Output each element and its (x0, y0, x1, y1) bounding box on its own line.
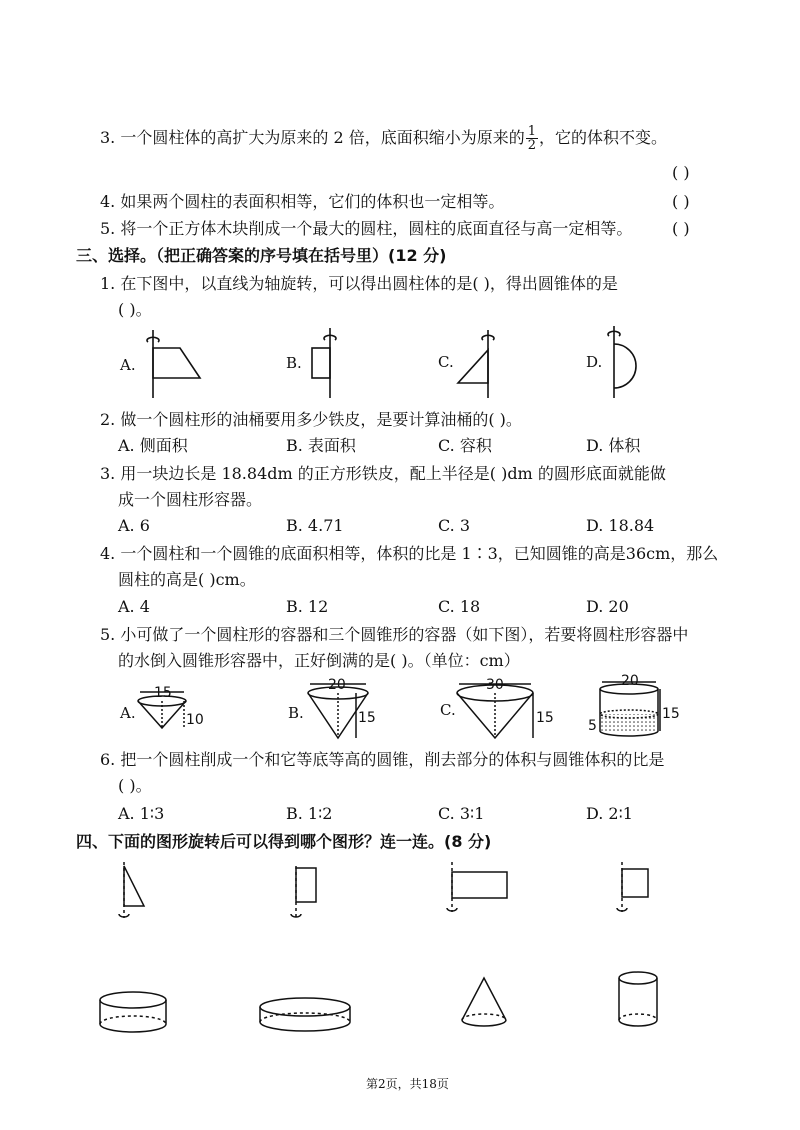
judge-q5-answer-paren[interactable]: ( ) (672, 219, 690, 238)
s3-q6-line1: 6. 把一个圆柱削成一个和它等底等高的圆锥，削去部分的体积与圆锥体积的比是 (100, 750, 665, 769)
s3-q4-opt-d[interactable]: D. 20 (586, 597, 629, 616)
dim-c-height: 15 (536, 710, 554, 726)
fraction-denominator: 2 (527, 138, 536, 153)
s3-q5-line2: 的水倒入圆锥形容器中，正好倒满的是( )。（单位：cm） (118, 651, 520, 670)
s3-q3-opt-d[interactable]: D. 18.84 (586, 516, 655, 535)
s3-q2-opt-c[interactable]: C. 容积 (438, 436, 492, 455)
dim-cyl-height: 15 (662, 706, 680, 722)
s3-q3-opt-a[interactable]: A. 6 (118, 516, 150, 535)
judge-q3-post: ，它的体积不变。 (539, 128, 668, 147)
s3-q6-line2: ( )。 (118, 776, 152, 795)
s4-solid-cylinder-tall (619, 972, 657, 1026)
judge-q4-text: 如果两个圆柱的表面积相等，它们的体积也一定相等。 (120, 192, 505, 211)
s4-figure-rect-wide (447, 862, 507, 912)
page-footer: 第2页，共18页 (366, 1077, 449, 1091)
q1-figure-c-triangle (458, 330, 494, 398)
s3-q3-line1: 3. 用一块边长是 18.84dm 的正方形铁皮，配上半径是( )dm 的圆形底面就能做 (100, 464, 666, 483)
dim-a-diameter: 15 (154, 685, 172, 701)
s3-q3-opt-c[interactable]: C. 3 (438, 516, 471, 535)
s3-q5-label-c: C. (440, 701, 456, 719)
s3-q5-line1: 5. 小可做了一个圆柱形的容器和三个圆锥形的容器（如下图），若要将圆柱形容器中 (100, 625, 689, 644)
s4-figure-square (617, 862, 648, 912)
fraction-numerator: 1 (527, 124, 536, 139)
s4-solid-cylinder-flat (260, 998, 350, 1031)
s3-q2-opt-b[interactable]: B. 表面积 (286, 436, 356, 455)
s3-q2-text: 2. 做一个圆柱形的油桶要用多少铁皮，是要计算油桶的( )。 (100, 410, 522, 429)
q5-cylinder (600, 682, 660, 736)
judge-q4-answer-paren[interactable]: ( ) (672, 192, 690, 211)
section4-title: 四、下面的图形旋转后可以得到哪个图形？连一连。(8 分) (76, 832, 492, 851)
s3-q1-line2: ( )。 (118, 300, 152, 319)
dim-a-height: 10 (186, 712, 204, 728)
s3-q4-opt-a[interactable]: A. 4 (118, 597, 150, 616)
s3-q1-label-b: B. (286, 354, 302, 372)
s3-q4-line2: 圆柱的高是( )cm。 (118, 570, 256, 589)
s3-q6-opt-c[interactable]: C. 3∶1 (438, 804, 485, 823)
judge-q4-num: 4. (100, 192, 116, 211)
judge-q3-answer-paren[interactable]: ( ) (672, 163, 690, 182)
s3-q5-label-b: B. (288, 704, 304, 722)
judge-q5-text: 将一个正方体木块削成一个最大的圆柱，圆柱的底面直径与高一定相等。 (120, 219, 633, 238)
s3-q4-opt-c[interactable]: C. 18 (438, 597, 481, 616)
s3-q2-opt-d[interactable]: D. 体积 (586, 436, 641, 455)
s3-q1-label-c: C. (438, 353, 454, 371)
s3-q6-opt-b[interactable]: B. 1∶2 (286, 804, 333, 823)
s4-solid-cylinder-medium (100, 992, 166, 1032)
s3-q1-line1: 1. 在下图中，以直线为轴旋转，可以得出圆柱体的是( )，得出圆锥体的是 (100, 274, 618, 293)
s4-figure-rect-tall (291, 866, 316, 918)
s4-figure-triangle (119, 862, 144, 918)
s3-q5-label-a: A. (120, 704, 136, 722)
s3-q3-line2: 成一个圆柱形容器。 (118, 490, 263, 509)
judge-q3-pre: 一个圆柱体的高扩大为原来的 2 倍，底面积缩小为原来的 (120, 128, 525, 147)
s4-solid-cone (462, 978, 506, 1026)
dim-b-diameter: 20 (328, 677, 346, 693)
q1-figure-d-semicircle (608, 326, 636, 398)
judge-q5-num: 5. (100, 219, 116, 238)
dim-cyl-water: 5 (588, 718, 597, 734)
s3-q2-opt-a[interactable]: A. 侧面积 (118, 436, 188, 455)
s3-q4-line1: 4. 一个圆柱和一个圆锥的底面积相等，体积的比是 1∶3，已知圆锥的高是36cm，那么 (100, 544, 719, 563)
dim-c-diameter: 30 (486, 677, 504, 693)
q1-figure-b-rectangle (312, 328, 336, 398)
s3-q6-opt-d[interactable]: D. 2∶1 (586, 804, 633, 823)
dim-cyl-diameter: 20 (621, 673, 639, 689)
judge-q3-num: 3. (100, 128, 116, 147)
s3-q1-label-a: A. (120, 356, 136, 374)
s3-q6-opt-a[interactable]: A. 1∶3 (118, 804, 165, 823)
q1-figure-a-trapezoid (147, 330, 200, 398)
section3-title: 三、选择。（把正确答案的序号填在括号里）(12 分) (76, 246, 447, 265)
dim-b-height: 15 (358, 710, 376, 726)
s3-q4-opt-b[interactable]: B. 12 (286, 597, 329, 616)
s3-q1-label-d: D. (586, 353, 603, 371)
s3-q3-opt-b[interactable]: B. 4.71 (286, 516, 344, 535)
